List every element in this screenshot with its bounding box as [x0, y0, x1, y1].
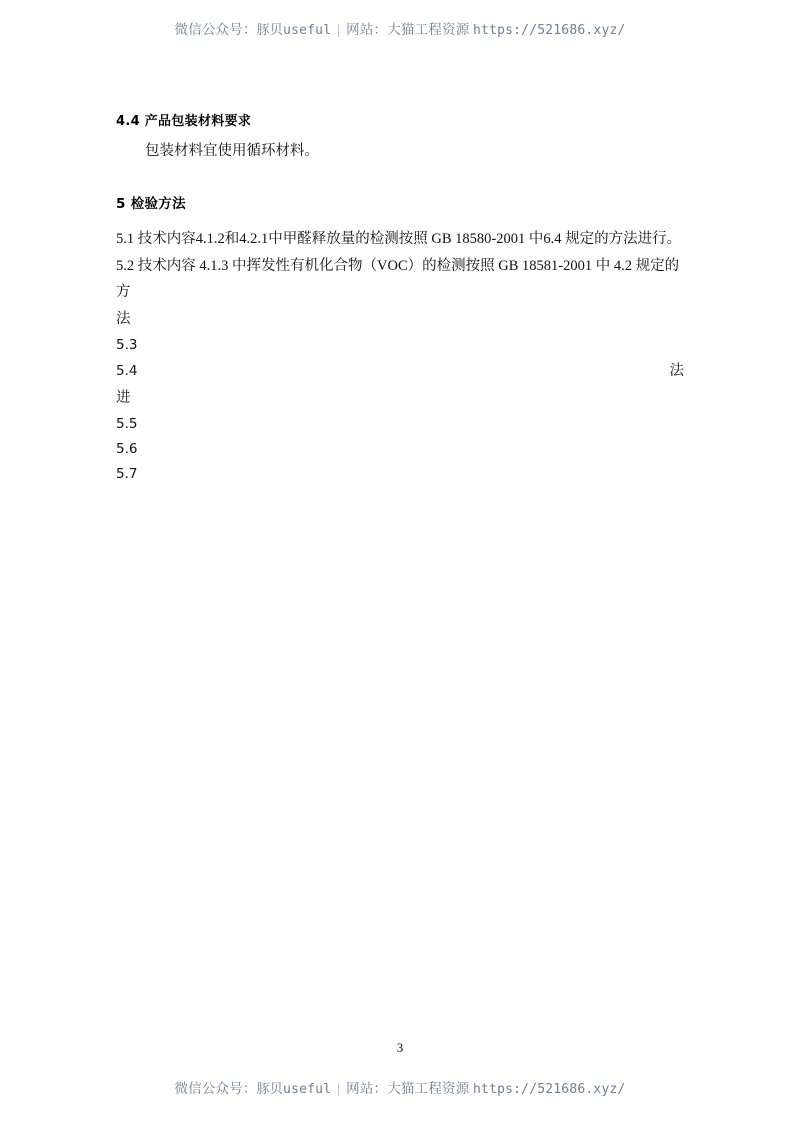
- clause-5-4-number: 5.4: [116, 363, 138, 380]
- watermark-account-label: 微信公众号：: [174, 1081, 257, 1097]
- watermark-footer: [0, 1077, 800, 1097]
- watermark-separator: |: [337, 1081, 341, 1096]
- watermark-account-label: 微信公众号：: [174, 22, 257, 38]
- clause-5-4: [116, 358, 684, 385]
- spacer: [116, 165, 684, 192]
- heading-4-4: 4.4 产品包装材料要求: [116, 114, 252, 129]
- clause-5-3: 5.3: [116, 337, 138, 354]
- watermark-site-label: 网站：: [346, 22, 388, 38]
- spacer: [116, 212, 684, 226]
- watermark-url: https://521686.xyz/: [473, 1082, 626, 1097]
- clause-5-2-line-2: 法: [116, 311, 131, 328]
- paragraph-4-4: 包装材料宜使用循环材料。: [145, 143, 319, 159]
- watermark-site-name: 大猫工程资源: [387, 1081, 470, 1097]
- watermark-separator: |: [337, 22, 341, 37]
- page-number: 3: [396, 1040, 404, 1055]
- clause-5-4-continuation: 进: [116, 389, 131, 406]
- clause-5-7: 5.7: [116, 465, 138, 482]
- watermark-site-label: 网站：: [346, 1081, 388, 1097]
- watermark-url: https://521686.xyz/: [473, 23, 626, 38]
- heading-5: 5 检验方法: [116, 195, 186, 212]
- watermark-account-name: 豚贝useful: [256, 23, 332, 38]
- clause-5-2-line-1: 5.2 技术内容 4.1.3 中挥发性有机化合物（VOC）的检测按照 GB 18581-2001 中 4.2 规定的方: [116, 257, 680, 301]
- watermark-header: [0, 18, 800, 38]
- watermark-account-name: 豚贝useful: [256, 1082, 332, 1097]
- document-body: [116, 110, 684, 487]
- clause-5-6: 5.6: [116, 440, 138, 457]
- clause-5-1: 5.1 技术内容4.1.2和4.2.1中甲醛释放量的检测按照 GB 18580-2001 中6.4 规定的方法进行。: [116, 230, 682, 247]
- clause-5-4-trailing-text: 法: [669, 363, 684, 380]
- spacer: [116, 129, 684, 138]
- clause-5-5: 5.5: [116, 415, 138, 432]
- watermark-site-name: 大猫工程资源: [387, 22, 470, 38]
